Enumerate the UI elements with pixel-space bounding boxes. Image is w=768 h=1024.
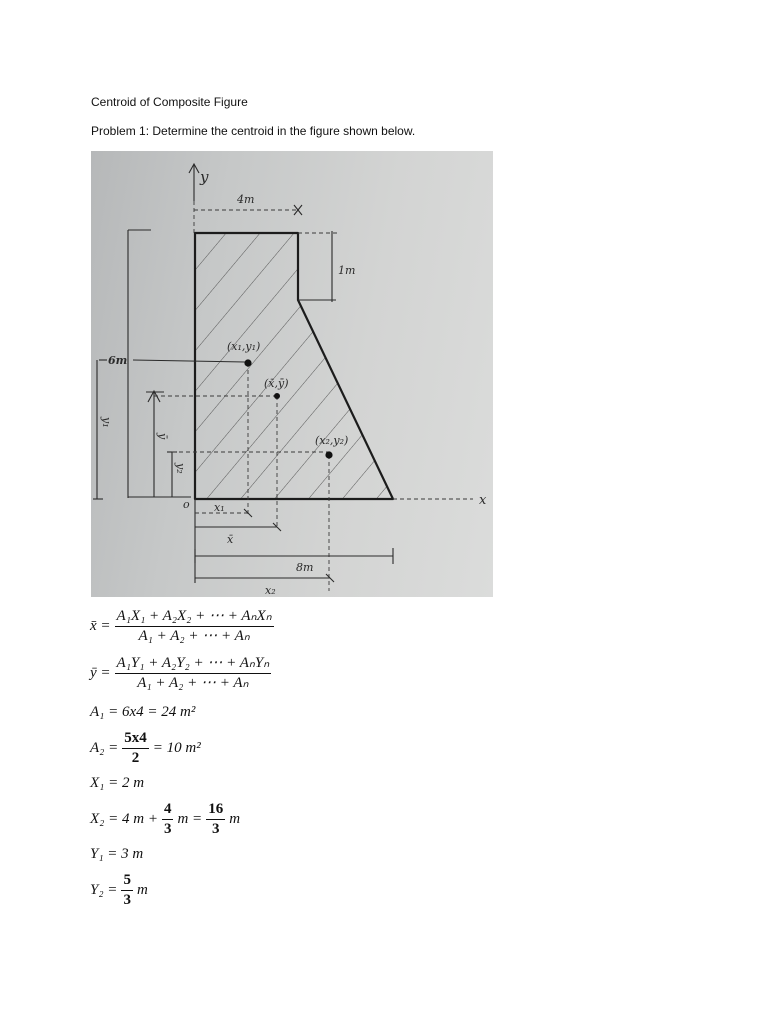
y2-label: y₂	[174, 463, 187, 474]
centroid-point-2-label: (x₂,y₂)	[315, 434, 349, 447]
figure-photo	[91, 151, 493, 597]
step-height-dimension	[298, 231, 338, 302]
xbar-dimension	[195, 523, 281, 531]
composite-shape	[195, 233, 393, 499]
top-width-label: 4m	[237, 193, 255, 206]
equation-ybar-lhs: ȳ =	[90, 665, 111, 681]
equation-a2-fraction	[122, 730, 149, 767]
composite-centroid-point	[274, 393, 280, 399]
equation-x2-numerator-2: 16	[206, 801, 225, 820]
composite-figure-drawing	[91, 151, 493, 597]
document-heading: Centroid of Composite Figure	[91, 95, 248, 109]
equation-y2-fraction	[121, 872, 133, 909]
equation-a2-denominator: 2	[131, 750, 140, 766]
centroid-point-1-label: (x₁,y₁)	[227, 340, 261, 353]
equation-xbar-fraction	[115, 608, 274, 645]
y-axis	[189, 164, 199, 233]
equation-x2-fraction-1	[162, 801, 174, 838]
step-height-label: 1m	[338, 264, 356, 277]
equation-x2-fraction-2	[206, 801, 225, 838]
equation-ybar-numerator: A₁Y₁ + A₂Y₂ + ⋯ + AₙYₙ	[115, 655, 272, 674]
base-width-label: 8m	[296, 561, 314, 574]
origin-label: o	[183, 498, 190, 511]
xbar-label: x̄	[227, 533, 234, 546]
ybar-label: ȳ	[156, 433, 169, 440]
equation-a2-lhs: A₂ =	[90, 740, 119, 756]
centroid-point-1	[244, 359, 251, 366]
equation-a2	[90, 730, 201, 767]
equation-x2-numerator-1: 4	[162, 801, 174, 820]
ybar-dimension	[146, 391, 164, 497]
equation-x2-denominator-1: 3	[163, 821, 172, 837]
composite-centroid-label: (x̄,ȳ)	[264, 377, 289, 390]
equation-ybar-denominator: A₁ + A₂ + ⋯ + Aₙ	[137, 675, 249, 691]
equation-y2-denominator: 3	[123, 892, 131, 908]
top-width-dimension	[194, 205, 302, 215]
equation-y2-numerator: 5	[121, 872, 133, 891]
equation-y1-text: Y₁ = 3 m	[90, 846, 144, 862]
equation-xbar-numerator: A₁X₁ + A₂X₂ + ⋯ + AₙXₙ	[115, 608, 274, 627]
equation-y1	[90, 846, 143, 863]
equation-y2-lhs: Y₂ =	[90, 882, 118, 898]
y1-label: y₁	[100, 417, 113, 428]
equation-ybar	[90, 655, 275, 692]
base-width-dimension	[195, 548, 393, 564]
equation-x1-text: X₁ = 2 m	[90, 775, 145, 791]
x2-label: x₂	[265, 584, 276, 597]
equation-xbar-lhs: x̄ =	[90, 618, 111, 634]
y-axis-label: y	[200, 168, 209, 186]
equation-a2-rhs: = 10 m²	[152, 740, 201, 756]
total-height-label: 6m	[108, 354, 128, 367]
x-axis-label: x	[479, 493, 487, 508]
equation-a1	[90, 704, 195, 721]
equation-a1-text: A₁ = 6x4 = 24 m²	[90, 704, 196, 720]
equation-xbar	[90, 608, 278, 645]
equation-x2-lhs: X₂ = 4 m +	[90, 811, 158, 827]
x1-label: x₁	[214, 501, 225, 514]
equation-x2-mid: m =	[177, 811, 203, 827]
equation-x2	[90, 801, 240, 838]
equation-x2-rhs: m	[229, 811, 241, 827]
problem-statement: Problem 1: Determine the centroid in the figure shown below.	[91, 124, 416, 138]
centroid-point-2	[325, 451, 332, 458]
y2-dimension	[167, 452, 177, 497]
equation-y2	[90, 872, 148, 909]
equation-y2-rhs: m	[136, 882, 148, 898]
y1-dimension	[93, 360, 103, 499]
equation-a2-numerator: 5x4	[122, 730, 149, 749]
equation-x1	[90, 775, 144, 792]
equation-x2-denominator-2: 3	[211, 821, 220, 837]
equation-ybar-fraction	[115, 655, 272, 692]
x2-dimension	[195, 574, 334, 582]
equation-xbar-denominator: A₁ + A₂ + ⋯ + Aₙ	[138, 628, 250, 644]
